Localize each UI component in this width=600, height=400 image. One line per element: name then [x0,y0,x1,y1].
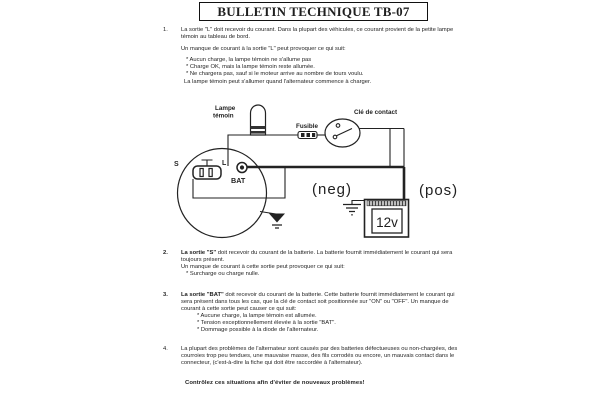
paragraph-3-body [181,292,458,313]
bullet-item: * Charge OK, mais la lampe témoin reste allumée. [186,64,315,70]
paragraph-1-text [181,27,458,86]
lamp-label-line2: témoin [213,112,234,120]
paragraph-1-bullets [181,57,458,78]
bullet-item: * Dommage possible à la diode de l'alternateur. [197,327,319,333]
alternator-ground-icon [269,214,285,229]
bullet-item: * Tension exceptionnellement élevée à la sortie "BAT". [197,320,336,326]
bullet-item: * Aucune charge, la lampe témoin est allumée. [197,313,317,319]
bullet-item: * Aucun charge, la lampe témoin ne s'allume pas [186,57,312,63]
warning-lamp-icon [251,105,266,135]
body-text: doit recevoir du courant de la batterie. Cette batterie fournit immédiatement le courant qui sera présent dans tous les cas, que la clé de contact soit positionnée sur "ON" ou "OFF". Un manque de courant à cette sortie peut causer ce qui suit: [181,292,455,312]
paragraph-1 [163,27,459,86]
paragraph-2-sub: Un manque de courant à cette sortie peut provoquer ce qui suit: [181,264,345,270]
paragraph-1-body [181,27,458,41]
bat-terminal [237,163,247,173]
fuse-label: Fusible [295,123,319,130]
body-text: doit recevoir du courant de la batterie. La batterie fournit immédiatement le courant qui sera toujours présent. [181,250,453,263]
battery-voltage-label: 12v [376,215,398,230]
closing-statement: Contrôlez ces situations afin d'éviter de nouveaux problèmes! [185,380,365,386]
paragraph-4-text [181,346,458,367]
title-box [199,2,428,21]
terminal-l-label: L [222,160,227,167]
paragraph-3 [163,292,459,334]
body-text: La sortie "L" doit recevoir du courant. Dans la plupart des véhicules, ce courant provient de la petite lampe témoin au tableau de bord. [181,27,454,40]
battery-icon [365,200,409,238]
paragraph-2 [163,250,459,278]
paragraph-2-text [181,250,458,278]
lead-text: La sortie "S" [181,250,217,256]
paragraph-1-sub: Un manque de courant à la sortie "L" peut provoquer ce qui suit: [181,46,346,52]
bat-terminal-label: BAT [231,176,246,185]
circuit-diagram [155,100,475,245]
paragraph-2-body [181,250,458,264]
lead-text: La sortie "BAT" [181,292,224,298]
bullet-item: * Ne chargera pas, sauf si le moteur arrive au nombre de tours voulu. [186,71,364,77]
key-switch-icon [325,119,360,147]
paragraph-3-text [181,292,458,334]
item-number-1: 1. [163,27,168,33]
key-switch-label: Clé de contact [354,109,398,116]
terminal-s-label: S [174,161,179,168]
battery-ground-icon [343,205,361,215]
connector-plug [193,160,221,179]
item-number-3: 3. [163,292,168,298]
pos-label: (pos) [419,182,459,199]
body-text: La plupart des problèmes de l'alternateur sont causés par des batteries défectueuses ou non-chargées, des courroies trop peu tendues, une mauvaise masse, des fils corrodés ou encore, un mauvais contact dans le connecteur, (c'est-à-dire la fiche qui doit être raccordée à l'alternateur). [181,346,458,366]
page-title: BULLETIN TECHNIQUE TB-07 [217,3,410,19]
lamp-label-line1: Lampe [215,105,236,112]
fuse-icon [298,132,317,139]
item-number-4: 4. [163,346,168,352]
item-number-2: 2. [163,250,168,256]
paragraph-4 [163,346,459,367]
paragraph-1-note: La lampe témoin peut s'allumer quand l'alternateur commence à charger. [184,79,372,85]
paragraph-4-body [181,346,458,367]
bullet-item: * Surcharge ou charge nulle. [186,271,260,277]
neg-label: (neg) [312,181,353,198]
